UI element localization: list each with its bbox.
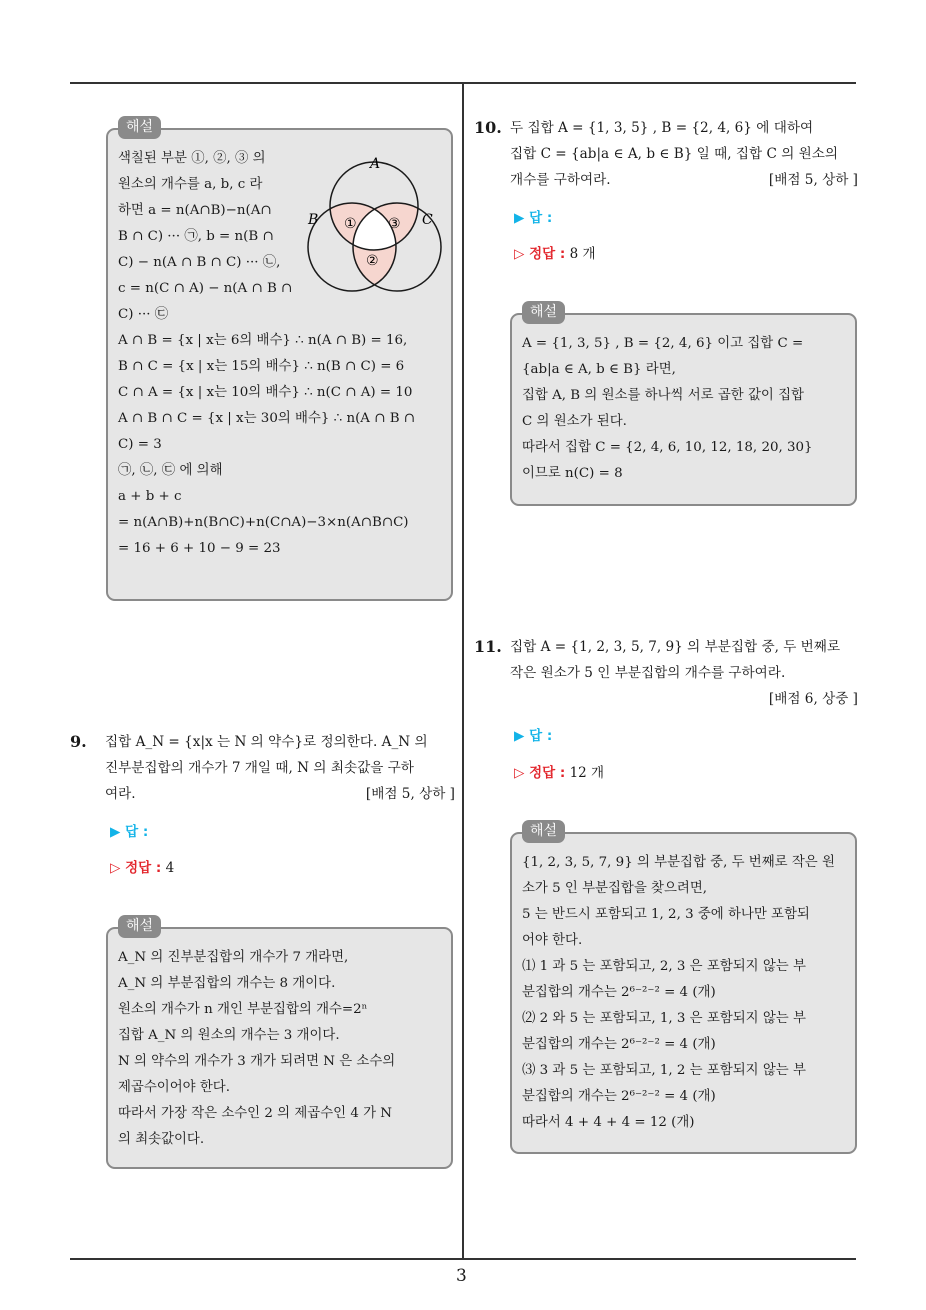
solution-line: 따라서 가장 작은 소수인 2 의 제곱수인 4 가 N — [118, 1106, 393, 1121]
problem-line: 집합 A = {1, 2, 3, 5, 7, 9} 의 부분집합 중, 두 번째로 — [510, 639, 841, 655]
solution-box-10 — [510, 313, 857, 506]
solution-line: 집합 A_N 의 원소의 개수는 3 개이다. — [118, 1028, 340, 1043]
solution-line: ⑵ 2 와 5 는 포함되고, 1, 3 은 포함되지 않는 부 — [522, 1011, 806, 1026]
solution-line: C) − n(A ∩ B ∩ C) ··· ㉡, — [118, 255, 281, 270]
column-divider — [462, 83, 464, 1259]
solution-line: C 의 원소가 된다. — [522, 414, 627, 429]
answer-prompt: ▶ 답 : — [514, 210, 553, 226]
problem-meta: [배점 5, 상하 ] — [768, 172, 858, 188]
problem-line: 개수를 구하여라. — [510, 172, 611, 188]
solution-line: 어야 한다. — [522, 933, 583, 948]
problem-line: 진부분집합의 개수가 7 개일 때, N 의 최솟값을 구하 — [105, 760, 414, 776]
solution-line: A ∩ B ∩ C = {x | x는 30의 배수} ∴ n(A ∩ B ∩ — [118, 411, 416, 426]
solution-line: A ∩ B = {x | x는 6의 배수} ∴ n(A ∩ B) = 16, — [118, 333, 408, 348]
solution-line: a + b + c — [118, 489, 182, 504]
problem-text — [510, 634, 858, 686]
solution-tag-9: 해설 — [118, 915, 161, 938]
solution-line: 따라서 4 + 4 + 4 = 12 (개) — [522, 1115, 695, 1130]
solution-line: 집합 A, B 의 원소를 하나씩 서로 곱한 값이 집합 — [522, 388, 804, 403]
answer-prompt-10[interactable] — [514, 206, 552, 226]
venn-region-3: ③ — [388, 216, 401, 232]
solution-line: 분집합의 개수는 2⁶⁻²⁻² = 4 (개) — [522, 1089, 716, 1104]
venn-label-a: A — [370, 156, 381, 172]
solution-line: ⑴ 1 과 5 는 포함되고, 2, 3 은 포함되지 않는 부 — [522, 959, 806, 974]
problem-line: 작은 원소가 5 인 부분집합의 개수를 구하여라. — [510, 665, 786, 681]
solution-line: 제곱수이어야 한다. — [118, 1080, 230, 1095]
correct-answer-9 — [110, 856, 174, 876]
solution-line: 색칠된 부분 ①, ②, ③ 의 — [118, 151, 266, 166]
solution-line: {ab|a ∈ A, b ∈ B} 라면, — [522, 362, 676, 377]
problem-line: 집합 A_N = {x|x 는 N 의 약수}로 정의한다. A_N 의 — [105, 734, 428, 750]
solution-line: {1, 2, 3, 5, 7, 9} 의 부분집합 중, 두 번째로 작은 원 — [522, 855, 835, 870]
answer-prompt: ▶ 답 : — [514, 728, 553, 744]
venn-label-b: B — [308, 212, 319, 228]
venn-region-1: ① — [344, 216, 357, 232]
answer-prompt: ▶ 답 : — [110, 824, 149, 840]
correct-prefix: ▷ 정답 : — [514, 246, 566, 262]
solution-line: C) = 3 — [118, 437, 162, 452]
solution-box-11 — [510, 832, 857, 1154]
solution-line: ⑶ 3 과 5 는 포함되고, 1, 2 는 포함되지 않는 부 — [522, 1063, 806, 1078]
solution-tag-8: 해설 — [118, 116, 161, 139]
solution-box-9 — [106, 927, 453, 1169]
solution-line: C) ··· ㉢ — [118, 307, 169, 322]
solution-line: B ∩ C = {x | x는 15의 배수} ∴ n(B ∩ C) = 6 — [118, 359, 405, 374]
problem-line: 집합 C = {ab|a ∈ A, b ∈ B} 일 때, 집합 C 의 원소의 — [510, 146, 839, 162]
solution-9-body — [118, 945, 448, 1153]
solution-box-8 — [106, 128, 453, 601]
solution-line: 소가 5 인 부분집합을 찾으려면, — [522, 881, 708, 896]
solution-line: A_N 의 진부분집합의 개수가 7 개라면, — [118, 950, 349, 965]
solution-line: A_N 의 부분집합의 개수는 8 개이다. — [118, 976, 336, 991]
problem-number: 10. — [474, 118, 502, 137]
solution-11-body — [522, 850, 852, 1136]
solution-line: 5 는 반드시 포함되고 1, 2, 3 중에 하나만 포함되 — [522, 907, 810, 922]
bottom-rule — [70, 1258, 856, 1260]
solution-line: 원소의 개수를 a, b, c 라 — [118, 177, 263, 192]
answer-prompt-9[interactable] — [110, 820, 148, 840]
solution-line: = n(A∩B)+n(B∩C)+n(C∩A)−3×n(A∩B∩C) — [118, 515, 409, 530]
page-number: 3 — [456, 1266, 467, 1286]
solution-line: 의 최솟값이다. — [118, 1132, 205, 1147]
solution-line: 원소의 개수가 n 개인 부분집합의 개수=2ⁿ — [118, 1002, 368, 1017]
solution-line: 분집합의 개수는 2⁶⁻²⁻² = 4 (개) — [522, 1037, 716, 1052]
venn-region-2: ② — [366, 253, 379, 269]
solution-10-body — [522, 331, 852, 487]
correct-answer-10 — [514, 242, 595, 262]
solution-line: 분집합의 개수는 2⁶⁻²⁻² = 4 (개) — [522, 985, 716, 1000]
solution-line: A = {1, 3, 5} , B = {2, 4, 6} 이고 집합 C = — [522, 336, 804, 351]
correct-prefix: ▷ 정답 : — [514, 765, 566, 781]
problem-meta: [배점 6, 상중 ] — [768, 691, 858, 707]
correct-value: 12 개 — [569, 765, 605, 781]
solution-tag-10: 해설 — [522, 301, 565, 324]
problem-number: 11. — [474, 637, 502, 656]
solution-tag-11: 해설 — [522, 820, 565, 843]
problem-line: 여라. — [105, 786, 136, 802]
problem-number: 9. — [70, 732, 87, 751]
venn-label-c: C — [422, 212, 433, 228]
solution-line: B ∩ C) ··· ㉠, b = n(B ∩ — [118, 229, 274, 244]
solution-line: c = n(C ∩ A) − n(A ∩ B ∩ — [118, 281, 293, 296]
correct-answer-11 — [514, 761, 604, 781]
solution-line: N 의 약수의 개수가 3 개가 되려면 N 은 소수의 — [118, 1054, 396, 1069]
answer-prompt-11[interactable] — [514, 724, 552, 744]
venn-diagram — [304, 152, 448, 296]
problem-line: 두 집합 A = {1, 3, 5} , B = {2, 4, 6} 에 대하여 — [510, 120, 814, 136]
solution-line: 이므로 n(C) = 8 — [522, 466, 623, 481]
correct-value: 8 개 — [569, 246, 596, 262]
solution-line: = 16 + 6 + 10 − 9 = 23 — [118, 541, 281, 556]
problem-meta: [배점 5, 상하 ] — [365, 786, 455, 802]
correct-prefix: ▷ 정답 : — [110, 860, 162, 876]
solution-line: ㉠, ㉡, ㉢ 에 의해 — [118, 463, 223, 478]
solution-line: 따라서 집합 C = {2, 4, 6, 10, 12, 18, 20, 30} — [522, 440, 813, 455]
solution-line: 하면 a = n(A∩B)−n(A∩ — [118, 203, 272, 218]
solution-line: C ∩ A = {x | x는 10의 배수} ∴ n(C ∩ A) = 10 — [118, 385, 413, 400]
correct-value: 4 — [165, 860, 175, 876]
